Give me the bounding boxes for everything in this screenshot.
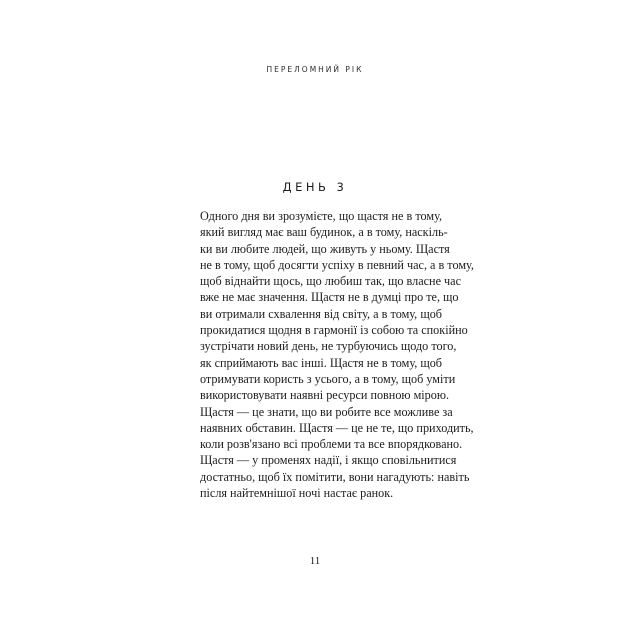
text-line: Одного дня ви зрозумієте, що щастя не в тому, [200, 209, 442, 223]
text-line: після найтемнішої ночі настає ранок. [200, 486, 394, 501]
text-line: прокидатися щодня в гармонії із собою та спокійно [200, 323, 468, 338]
text-line: коли розв'язано всі проблеми та все впорядковано. [200, 437, 463, 452]
text-line: щоб віднайти щось, що любиш так, що власне час [200, 274, 461, 289]
text-line: ки ви любите людей, що живуть у ньому. Щастя [200, 241, 450, 256]
text-line: ви отримали схвалення від світу, а в тому, щоб [200, 306, 442, 321]
text-line: Щастя — у променях надії, і якщо сповільнитися [200, 453, 457, 468]
text-line: використовувати наявні ресурси повною мірою. [200, 388, 450, 403]
text-line: як сприймають вас інші. Щастя не в тому, щоб [200, 355, 442, 370]
text-line: зустрічати новий день, не турбуючись щодо того, [200, 339, 457, 354]
text-line: отримувати користь з усього, а в тому, щоб уміти [200, 371, 456, 386]
chapter-title: ДЕНЬ 3 [282, 180, 348, 194]
text-line: не в тому, щоб досягти успіху в певний час, а в тому, [200, 257, 474, 272]
running-head: ПЕРЕЛОМНИЙ РІК [266, 65, 364, 74]
text-line: Щастя — це знати, що ви робите все можливе за [200, 404, 453, 419]
text-line: наявних обставин. Щастя — це не те, що приходить, [200, 420, 474, 435]
text-line: який вигляд має ваш будинок, а в тому, наскіль- [200, 225, 448, 240]
text-line: достатньо, щоб їх помітити, вони нагадують: навіть [200, 469, 470, 484]
body-paragraph [200, 208, 474, 501]
text-line: вже не має значення. Щастя не в думці про те, що [200, 290, 459, 305]
page-number: 11 [309, 555, 321, 567]
